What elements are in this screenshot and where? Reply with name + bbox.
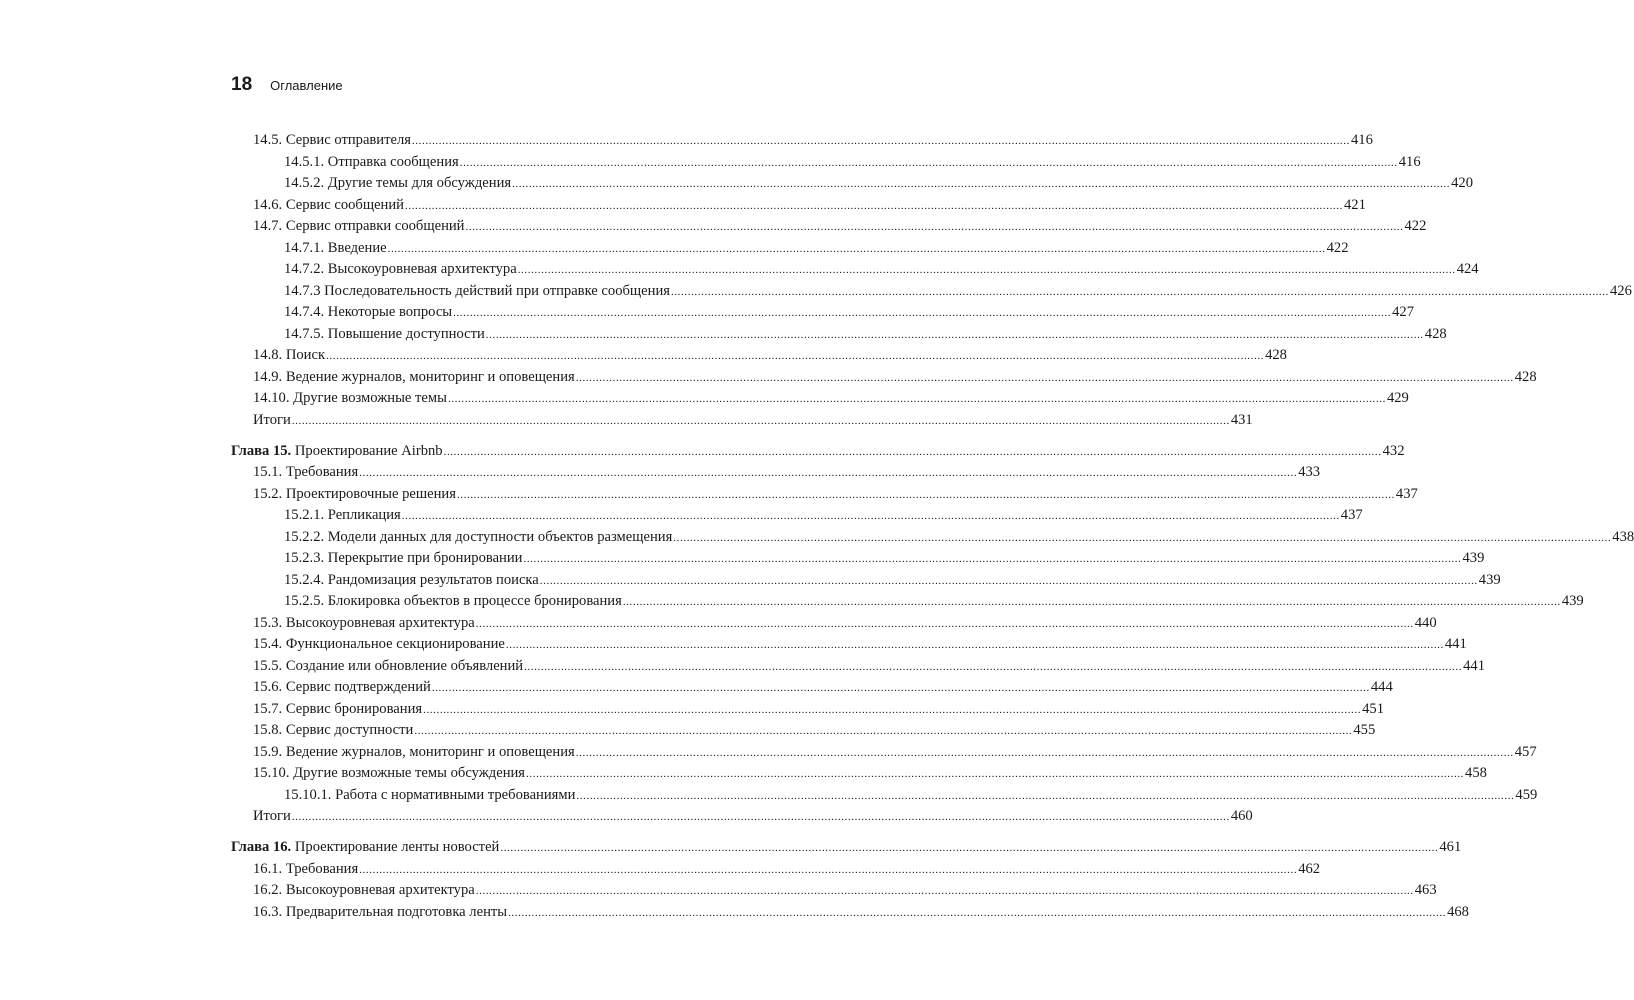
toc-entry-title: 14.5.1. Отправка сообщения xyxy=(284,153,459,170)
dot-leader xyxy=(460,152,1398,175)
toc-page-number: 416 xyxy=(1398,153,1421,170)
toc-entry-title: 15.1. Требования xyxy=(253,464,359,480)
toc-page-number: 455 xyxy=(1353,722,1376,738)
toc-entry-title: 15.2.4. Рандомизация результатов поиска xyxy=(284,571,539,588)
chapter-label: Глава 15. xyxy=(231,442,292,459)
toc-page-number: 433 xyxy=(1298,464,1321,480)
toc-entry-title: Итоги xyxy=(253,411,291,428)
toc-entry-title: 15.2.2. Модели данных для доступности объектов размещения xyxy=(284,528,673,545)
dot-leader xyxy=(506,634,1444,657)
toc-page-number: 463 xyxy=(1414,882,1437,898)
dot-leader xyxy=(326,345,1264,368)
dot-leader xyxy=(388,238,1326,261)
toc-page-number: 459 xyxy=(1515,786,1538,803)
toc-page-number: 428 xyxy=(1265,347,1287,363)
toc-page-number: 439 xyxy=(1478,571,1501,588)
toc-entry-title: 15.7. Сервис бронирования xyxy=(253,700,423,717)
toc-page-number: 429 xyxy=(1386,390,1409,406)
dot-leader xyxy=(423,699,1361,722)
toc-page-number: 441 xyxy=(1444,636,1467,652)
toc-page-number: 420 xyxy=(1451,175,1473,191)
dot-leader xyxy=(476,613,1414,636)
toc-page-number: 440 xyxy=(1414,614,1437,631)
toc-entry-title: Проектирование Airbnb xyxy=(294,442,443,459)
toc-page-number: 457 xyxy=(1514,743,1537,760)
toc-page-number: 424 xyxy=(1456,261,1479,277)
toc-entry xyxy=(231,859,1321,881)
toc-entry xyxy=(231,570,1501,592)
toc-entry xyxy=(231,806,1253,828)
toc-page-number: 427 xyxy=(1392,304,1414,320)
toc-entry xyxy=(231,152,1421,174)
toc-entry-title: 15.10.1. Работа с нормативными требованиями xyxy=(284,786,576,803)
toc-page-number: 437 xyxy=(1395,485,1418,502)
dot-leader xyxy=(402,505,1340,528)
dot-leader xyxy=(292,410,1230,433)
toc-page-number: 468 xyxy=(1447,903,1469,920)
toc-entry-title: 15.5. Создание или обновление объявлений xyxy=(253,657,524,674)
toc-entry-title: 16.2. Высокоуровневая архитектура xyxy=(253,882,475,898)
toc-page-number: 431 xyxy=(1230,411,1253,428)
toc-entry-title: 15.6. Сервис подтверждений xyxy=(253,679,431,695)
dot-leader xyxy=(414,720,1352,743)
toc-entry-title: 14.6. Сервис сообщений xyxy=(253,196,404,213)
toc-page-number: 428 xyxy=(1514,368,1537,385)
dot-leader xyxy=(671,281,1609,304)
toc-entry-title: 14.7.2. Высокоуровневая архитектура xyxy=(284,261,517,277)
toc-entry xyxy=(231,388,1409,410)
toc-entry-title: 14.7.4. Некоторые вопросы xyxy=(284,304,453,320)
toc-page-number: 444 xyxy=(1370,679,1393,695)
toc-entry xyxy=(231,324,1447,346)
dot-leader xyxy=(292,806,1230,829)
toc-entry xyxy=(231,591,1584,613)
toc-entry-title: 14.10. Другие возможные темы xyxy=(253,390,447,406)
toc-entry-title: 15.2.3. Перекрытие при бронировании xyxy=(284,550,523,566)
dot-leader xyxy=(476,880,1414,903)
toc-entry-title: 14.7.5. Повышение доступности xyxy=(284,325,485,342)
toc-entry-title: Проектирование ленты новостей xyxy=(294,839,500,855)
dot-leader xyxy=(512,173,1450,196)
dot-leader xyxy=(359,859,1297,882)
toc-page-number: 439 xyxy=(1462,550,1485,566)
toc-entry xyxy=(231,238,1349,260)
toc-entry-title: 14.5. Сервис отправителя xyxy=(253,132,411,148)
toc-chapter-entry xyxy=(231,837,1462,859)
toc-page-number: 426 xyxy=(1609,282,1632,299)
toc-entry xyxy=(231,527,1634,549)
dot-leader xyxy=(623,591,1561,614)
toc-entry xyxy=(231,548,1485,570)
page-number: 18 xyxy=(231,74,253,95)
dot-leader xyxy=(576,367,1514,390)
toc-entry-title: 15.3. Высокоуровневая архитектура xyxy=(253,614,475,631)
toc-entry-title: 16.3. Предварительная подготовка ленты xyxy=(253,903,508,920)
dot-leader xyxy=(576,785,1514,808)
section-title: Оглавление xyxy=(270,78,343,93)
toc-page-number: 458 xyxy=(1465,765,1487,781)
dot-leader xyxy=(466,216,1404,239)
toc-entry-title: 14.9. Ведение журналов, мониторинг и оповещения xyxy=(253,368,575,385)
chapter-label: Глава 16. xyxy=(231,839,292,855)
toc-page-number: 441 xyxy=(1463,657,1485,674)
toc-entry-title: 15.2.5. Блокировка объектов в процессе бронирования xyxy=(284,593,622,609)
dot-leader xyxy=(508,902,1446,925)
toc-entry xyxy=(231,259,1479,281)
dot-leader xyxy=(526,763,1464,786)
dot-leader xyxy=(444,441,1382,464)
toc-entry-title: 16.1. Требования xyxy=(253,860,359,877)
toc-entry xyxy=(231,720,1376,742)
toc-entry xyxy=(231,677,1393,699)
toc-entry xyxy=(231,130,1373,152)
dot-leader xyxy=(453,302,1391,325)
toc-page-number: 438 xyxy=(1612,528,1634,545)
toc-page-number: 416 xyxy=(1350,132,1373,148)
toc-entry xyxy=(231,367,1537,389)
dot-leader xyxy=(432,677,1370,700)
toc-page-number: 422 xyxy=(1326,239,1349,256)
toc-page-number: 437 xyxy=(1340,507,1363,523)
toc-page-number: 460 xyxy=(1230,808,1253,824)
toc-page-number: 461 xyxy=(1439,839,1462,855)
toc-entry xyxy=(231,613,1437,635)
toc-page-number: 439 xyxy=(1561,593,1584,609)
dot-leader xyxy=(412,130,1350,153)
toc-entry xyxy=(231,302,1414,324)
toc-entry xyxy=(231,505,1363,527)
dot-leader xyxy=(518,259,1456,282)
toc-entry xyxy=(231,742,1537,764)
toc-entry-title: 15.4. Функциональное секционирование xyxy=(253,636,505,652)
toc-page-number: 428 xyxy=(1424,325,1447,342)
toc-entry xyxy=(231,195,1366,217)
toc-entry xyxy=(231,880,1437,902)
running-head xyxy=(231,74,343,104)
toc-chapter-entry xyxy=(231,441,1405,463)
dot-leader xyxy=(673,527,1611,550)
toc-page-number: 451 xyxy=(1362,700,1384,717)
toc-entry xyxy=(231,785,1538,807)
toc-page-number: 432 xyxy=(1382,442,1405,459)
dot-leader xyxy=(448,388,1386,411)
dot-leader xyxy=(523,548,1461,571)
toc-entry xyxy=(231,216,1427,238)
toc-entry xyxy=(231,462,1321,484)
dot-leader xyxy=(524,656,1462,679)
toc-entry xyxy=(231,634,1467,656)
dot-leader xyxy=(540,570,1478,593)
toc-entry-title: 15.10. Другие возможные темы обсуждения xyxy=(253,765,526,781)
toc-entry-title: 14.7. Сервис отправки сообщений xyxy=(253,218,465,234)
toc-entry-title: 15.8. Сервис доступности xyxy=(253,722,414,738)
dot-leader xyxy=(457,484,1395,507)
toc-entry-title: 14.8. Поиск xyxy=(253,347,326,363)
toc-entry xyxy=(231,173,1473,195)
toc-entry xyxy=(231,902,1469,924)
toc-entry-title: 14.5.2. Другие темы для обсуждения xyxy=(284,175,512,191)
toc-entry-title: Итоги xyxy=(253,808,291,824)
toc-entry xyxy=(231,410,1253,432)
toc-entry xyxy=(231,345,1287,367)
toc-entry-title: 15.2.1. Репликация xyxy=(284,507,401,523)
dot-leader xyxy=(486,324,1424,347)
toc-page-number: 462 xyxy=(1298,860,1321,877)
dot-leader xyxy=(576,742,1514,765)
toc-entry-title: 14.7.3 Последовательность действий при отправке сообщения xyxy=(284,282,670,299)
dot-leader xyxy=(500,837,1438,860)
dot-leader xyxy=(359,462,1297,485)
dot-leader xyxy=(405,195,1343,218)
toc-entry-title: 14.7.1. Введение xyxy=(284,239,387,256)
toc-entry-title: 15.9. Ведение журналов, мониторинг и оповещения xyxy=(253,743,575,760)
toc-entry xyxy=(231,763,1487,785)
toc-page-number: 421 xyxy=(1344,196,1366,213)
toc-entry xyxy=(231,699,1384,721)
toc-entry xyxy=(231,281,1632,303)
toc-entry xyxy=(231,484,1418,506)
toc-entry-title: 15.2. Проектировочные решения xyxy=(253,485,456,502)
table-of-contents xyxy=(231,130,1634,923)
toc-page-number: 422 xyxy=(1404,218,1427,234)
toc-entry xyxy=(231,656,1485,678)
